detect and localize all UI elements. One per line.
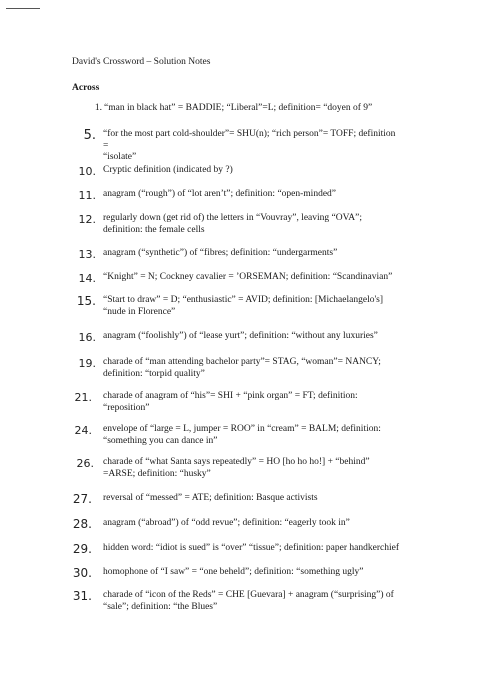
clue-number: 16.	[78, 331, 96, 344]
clue-note-line: charade of anagram of “his”= SHI + “pink organ” = FT; definition:	[103, 391, 358, 401]
clue-number: 19.	[78, 357, 96, 370]
clue-note-line: regularly down (get rid of) the letters in “Vouvray”, leaving “OVA”;	[103, 213, 362, 223]
clue-note-line: homophone of “I saw” = “one beheld”; definition: “something ugly”	[103, 567, 364, 577]
clue-note-line: envelope of “large = L, jumper = ROO” in “cream” = BALM; definition:	[103, 424, 381, 434]
clue-note-line: anagram (“synthetic”) of “fibres; definition: “undergarments”	[103, 248, 338, 258]
clue-note-line: definition: “torpid quality”	[103, 368, 205, 379]
clue-note-text	[103, 213, 403, 236]
clue-note-line: =ARSE; definition: “husky”	[103, 468, 211, 479]
clue-number: 21.	[74, 391, 92, 404]
scan-mark	[6, 8, 40, 9]
clue-number: 29.	[72, 542, 92, 556]
clue-number: 13.	[78, 248, 96, 261]
clue-note-text	[103, 457, 403, 480]
clue-note-line: “Knight” = N; Cockney cavalier = ’ORSEMAN; definition: “Scandinavian”	[103, 272, 393, 282]
clue-number: 28.	[72, 517, 92, 531]
clue-note-line: “sale”; definition: “the Blues”	[103, 601, 218, 612]
clue-note-line: anagram (“rough”) of “lot aren’t”; definition: “open-minded”	[103, 189, 337, 199]
clue-note-line: “reposition”	[103, 402, 150, 413]
clue-note-text	[103, 129, 403, 164]
clue-number: 31.	[72, 589, 92, 603]
clue-note-text	[103, 518, 403, 530]
clue-number: 26.	[76, 457, 94, 470]
clue-number: 1.	[94, 103, 102, 113]
clue-number: 30.	[72, 566, 92, 580]
clue-note-text	[103, 391, 403, 414]
clue-note-line: “something you can dance in”	[103, 435, 218, 446]
clue-note-text	[103, 543, 403, 555]
clue-note-line: “man in black hat” = BADDIE; “Liberal”=L; definition= “doyen of 9”	[104, 103, 373, 113]
clue-note-line: charade of “icon of the Reds” = CHE [Guevara] + anagram (“surprising”) of	[103, 590, 394, 600]
clue-note-line: anagram (“foolishly”) of “lease yurt”; definition: “without any luxuries”	[103, 331, 378, 341]
clue-note-text	[104, 103, 424, 115]
clue-note-text	[103, 567, 403, 579]
clue-note-line: “for the most part cold-shoulder”= SHU(n); “rich person”= TOFF; definition =	[103, 129, 396, 151]
clue-number: 11.	[78, 189, 96, 202]
clue-note-line: Cryptic definition (indicated by ?)	[103, 165, 233, 175]
page-title: David's Crossword – Solution Notes	[72, 57, 211, 67]
clue-note-text	[103, 165, 403, 177]
clue-note-line: anagram (“abroad”) of “odd revue”; definition: “eagerly took in”	[103, 518, 350, 528]
clue-number: 10.	[78, 165, 96, 178]
clue-note-line: definition: the female cells	[103, 224, 205, 235]
clue-number: 12.	[78, 213, 96, 226]
clue-note-text	[103, 590, 403, 613]
clue-note-text	[103, 357, 403, 380]
section-heading-across: Across	[72, 83, 100, 93]
clue-note-text	[103, 295, 403, 318]
clue-note-text	[103, 189, 403, 201]
clue-number: 24.	[74, 424, 92, 437]
clue-note-line: reversal of “messed” = ATE; definition: Basque activists	[103, 493, 318, 503]
clue-note-text	[103, 272, 403, 284]
clue-note-text	[103, 493, 403, 505]
clue-note-line: hidden word: “idiot is sued” is “over” “tissue”; definition: paper handkerchief	[103, 543, 399, 553]
clue-note-line: “nude in Florence”	[103, 306, 176, 317]
clue-note-line: charade of “man attending bachelor party”= STAG, “woman”= NANCY;	[103, 357, 381, 367]
clue-number: 5.	[83, 128, 96, 143]
clue-number: 14.	[78, 272, 96, 285]
clue-note-line: “isolate”	[103, 152, 137, 162]
clue-note-text	[103, 424, 403, 447]
clue-note-line: charade of “what Santa says repeatedly” = HO [ho ho ho!] + “behind”	[103, 457, 370, 467]
clue-number: 15.	[76, 294, 96, 308]
clue-note-text	[103, 331, 403, 343]
clue-note-line: “Start to draw” = D; “enthusiastic” = AVID; definition: [Michaelangelo's]	[103, 295, 384, 305]
clue-number: 27.	[72, 492, 92, 506]
clue-note-text	[103, 248, 403, 260]
